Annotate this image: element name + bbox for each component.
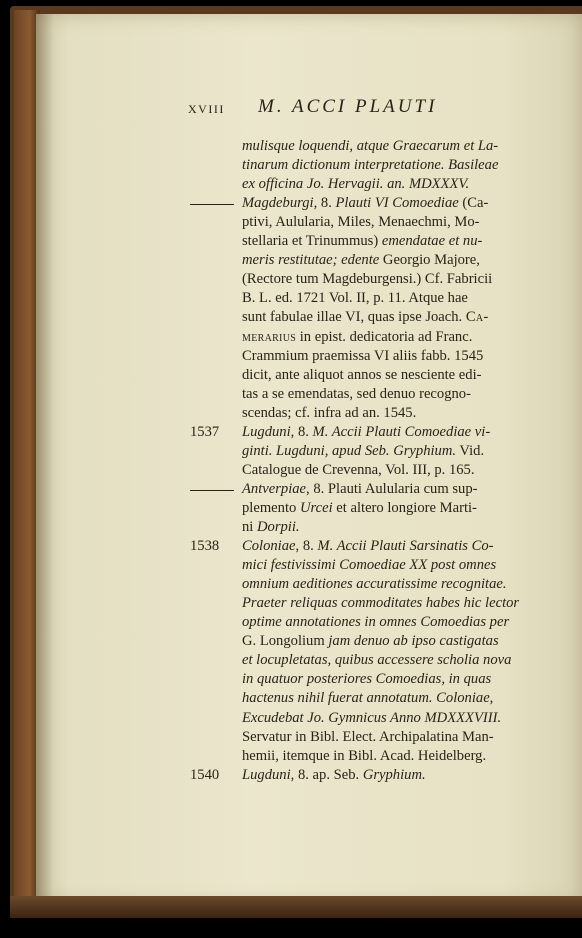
text-segment: tas a se emendatas, sed denuo recogno- bbox=[242, 385, 471, 402]
text-segment: , 8. bbox=[290, 423, 313, 440]
text-line bbox=[242, 175, 469, 194]
text-line bbox=[242, 575, 507, 594]
text-line bbox=[242, 404, 416, 423]
text-segment: Praeter reliquas commoditates habes hic lector bbox=[242, 595, 520, 612]
text-segment: Dorpii. bbox=[257, 519, 300, 535]
text-segment: et locupletatas, quibus accessere scholia nova bbox=[242, 652, 512, 669]
text-line bbox=[242, 270, 492, 289]
text-segment: , 8. bbox=[313, 195, 336, 212]
text-line bbox=[242, 537, 493, 556]
text-segment: in quatuor posteriores Comoedias, in quas bbox=[242, 671, 492, 688]
text-segment: G. Longolium bbox=[242, 633, 329, 650]
text-line bbox=[242, 480, 478, 499]
text-segment: ginti. Lugduni, apud Seb. Gryphium. bbox=[242, 442, 457, 459]
text-segment: jam denuo ab ipso castigatas bbox=[328, 633, 499, 650]
text-segment: Excudebat Jo. Gymnicus Anno MDXXXVIII. bbox=[242, 709, 502, 726]
text-segment: B. L. ed. 1721 Vol. II, p. 11. Atque hae bbox=[242, 290, 468, 307]
text-line bbox=[242, 289, 468, 308]
text-segment: Ca- bbox=[465, 309, 489, 326]
text-segment: Crammium praemissa VI aliis fabb. 1545 bbox=[242, 347, 484, 364]
text-segment: Coloniae bbox=[242, 538, 296, 555]
text-line bbox=[242, 594, 519, 613]
text-line bbox=[242, 213, 480, 232]
text-segment: scendas; cf. infra ad an. 1545. bbox=[242, 404, 417, 421]
text-segment: Plauti VI Comoediae bbox=[335, 195, 459, 212]
text-segment: et altero longiore Marti- bbox=[332, 499, 477, 516]
text-line bbox=[242, 747, 486, 766]
text-segment: ptivi, Aulularia, Miles, Menaechmi, Mo- bbox=[242, 214, 480, 231]
text-line bbox=[242, 670, 491, 689]
text-segment: dicit, ante aliquot annos se nesciente edi- bbox=[242, 366, 482, 383]
text-segment: Vid. bbox=[456, 442, 485, 459]
text-line bbox=[242, 347, 483, 366]
text-segment: mulisque loquendi, atque Graecarum et La- bbox=[242, 138, 499, 154]
text-segment: Lugduni bbox=[242, 766, 291, 783]
text-segment: Servatur in Bibl. Elect. Archipalatina Man- bbox=[242, 728, 494, 745]
text-line bbox=[242, 423, 490, 442]
running-title: M. ACCI PLAUTI bbox=[258, 96, 438, 117]
text-line bbox=[242, 518, 300, 537]
text-segment: in epist. dedicatoria ad Franc. bbox=[296, 328, 473, 345]
text-segment: hactenus nihil fuerat annotatum. Coloniae, bbox=[242, 690, 494, 707]
text-segment: Catalogue de Crevenna, Vol. III, p. 165. bbox=[242, 461, 475, 478]
text-line bbox=[242, 385, 471, 404]
text-line bbox=[242, 556, 496, 575]
text-segment: Magdeburgi bbox=[242, 195, 314, 212]
text-line bbox=[242, 499, 477, 518]
text-segment: ni bbox=[242, 519, 257, 535]
text-line bbox=[242, 232, 482, 251]
year-label: 1538 bbox=[190, 538, 220, 555]
text-segment: (Rectore tum Magdeburgensi.) Cf. Fabricii bbox=[242, 271, 493, 288]
text-segment: emendatae et nu- bbox=[381, 233, 483, 250]
text-line bbox=[242, 251, 480, 270]
text-segment: merarius bbox=[242, 328, 297, 345]
year-label: 1540 bbox=[190, 766, 220, 783]
text-line bbox=[242, 613, 509, 632]
text-segment: (Ca- bbox=[458, 195, 489, 212]
text-segment: M. Accii Plauti Comoediae vi- bbox=[312, 423, 491, 440]
text-line bbox=[242, 137, 498, 156]
page-number: XVIII bbox=[188, 102, 225, 116]
text-segment: mici festivissimi Comoediae XX post omnes bbox=[242, 557, 497, 574]
text-segment: meris restitutae; edente bbox=[242, 252, 380, 269]
ditto-dash bbox=[190, 204, 234, 205]
text-segment: Gryphium. bbox=[362, 766, 426, 783]
text-line bbox=[242, 709, 501, 728]
text-segment: Georgio Majore, bbox=[379, 252, 480, 269]
text-line bbox=[242, 461, 475, 480]
text-segment: M. Accii Plauti Sarsinatis Co- bbox=[317, 538, 494, 555]
text-segment: Lugduni bbox=[242, 423, 291, 440]
text-line bbox=[242, 728, 494, 747]
text-segment: , 8. Plauti Aulularia cum sup- bbox=[306, 480, 478, 497]
text-segment: optime annotationes in omnes Comoedias per bbox=[242, 614, 510, 631]
ditto-dash bbox=[190, 490, 234, 491]
text-line bbox=[242, 766, 426, 785]
text-segment: hemii, itemque in Bibl. Acad. Heidelberg. bbox=[242, 747, 487, 764]
text-segment: sunt fabulae illae VI, quas ipse Joach. bbox=[242, 309, 466, 326]
text-line bbox=[242, 366, 482, 385]
text-line bbox=[242, 194, 488, 213]
year-label: 1537 bbox=[190, 423, 220, 440]
text-segment: plemento bbox=[242, 499, 300, 516]
text-segment: ex officina Jo. Hervagii. an. MDXXXV. bbox=[242, 176, 470, 193]
text-segment: tinarum dictionum interpretatione. Basileae bbox=[242, 157, 499, 174]
text-segment: Antverpiae bbox=[242, 480, 307, 497]
text-line bbox=[242, 328, 472, 347]
text-segment: , 8. ap. Seb. bbox=[290, 766, 363, 783]
text-line bbox=[242, 651, 511, 670]
text-line bbox=[242, 308, 489, 327]
text-line bbox=[242, 156, 498, 175]
text-line bbox=[242, 442, 484, 461]
text-line bbox=[242, 689, 493, 708]
text-line bbox=[242, 632, 499, 651]
text-segment: , 8. bbox=[295, 538, 318, 555]
text-segment: omnium aeditiones accuratissime recognitae. bbox=[242, 576, 507, 593]
text-segment: stellaria et Trinummus) bbox=[242, 233, 382, 250]
text-segment: Urcei bbox=[299, 499, 333, 516]
